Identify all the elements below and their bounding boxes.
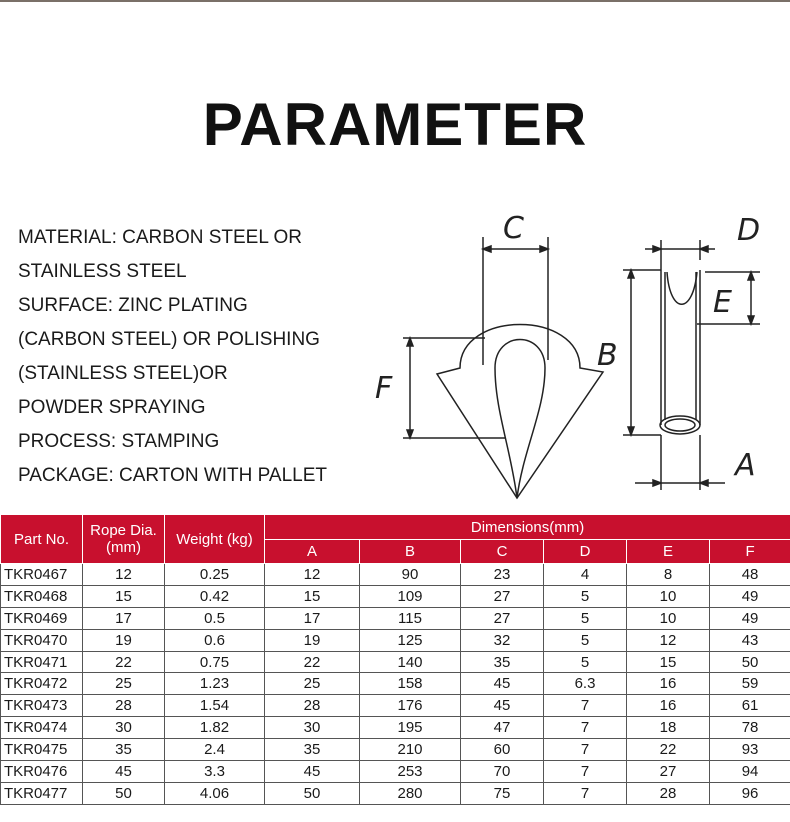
label-e: E bbox=[713, 285, 732, 320]
part-number-cell: TKR0475 bbox=[1, 739, 83, 761]
table-cell: 61 bbox=[710, 695, 790, 717]
table-cell: 25 bbox=[265, 673, 360, 695]
table-cell: 45 bbox=[461, 673, 544, 695]
spec-line: (STAINLESS STEEL)OR bbox=[18, 363, 228, 384]
table-cell: 7 bbox=[544, 782, 627, 804]
thimble-diagram bbox=[365, 200, 785, 500]
table-cell: 45 bbox=[83, 761, 165, 783]
table-cell: 47 bbox=[461, 717, 544, 739]
table-row bbox=[1, 739, 790, 761]
table-cell: 109 bbox=[360, 585, 461, 607]
table-cell: 1.82 bbox=[165, 717, 265, 739]
table-cell: 32 bbox=[461, 629, 544, 651]
table-cell: 16 bbox=[627, 673, 710, 695]
table-cell: 18 bbox=[627, 717, 710, 739]
table-cell: 280 bbox=[360, 782, 461, 804]
part-number-cell: TKR0469 bbox=[1, 607, 83, 629]
parameter-table bbox=[0, 514, 790, 805]
spec-list bbox=[18, 221, 398, 493]
header-dim-e: E bbox=[627, 540, 710, 564]
table-cell: 60 bbox=[461, 739, 544, 761]
table-cell: 2.4 bbox=[165, 739, 265, 761]
table-cell: 210 bbox=[360, 739, 461, 761]
table-cell: 19 bbox=[83, 629, 165, 651]
table-cell: 78 bbox=[710, 717, 790, 739]
table-cell: 19 bbox=[265, 629, 360, 651]
table-cell: 90 bbox=[360, 564, 461, 586]
table-cell: 96 bbox=[710, 782, 790, 804]
side-bottom-inner bbox=[665, 419, 695, 431]
part-number-cell: TKR0470 bbox=[1, 629, 83, 651]
table-row bbox=[1, 761, 790, 783]
table-cell: 6.3 bbox=[544, 673, 627, 695]
table-row bbox=[1, 564, 790, 586]
spec-line: STAINLESS STEEL bbox=[18, 261, 187, 282]
table-cell: 12 bbox=[83, 564, 165, 586]
header-rope-dia bbox=[83, 515, 165, 564]
header-part-no: Part No. bbox=[1, 515, 83, 564]
table-cell: 59 bbox=[710, 673, 790, 695]
table-cell: 140 bbox=[360, 651, 461, 673]
header-rope-dia-unit: (mm) bbox=[106, 539, 141, 556]
table-cell: 4 bbox=[544, 564, 627, 586]
table-row bbox=[1, 673, 790, 695]
label-a: A bbox=[735, 448, 756, 483]
table-cell: 15 bbox=[83, 585, 165, 607]
front-view bbox=[375, 211, 603, 498]
spec-line: MATERIAL: CARBON STEEL OR bbox=[18, 227, 302, 248]
label-f: F bbox=[375, 371, 393, 406]
table-cell: 158 bbox=[360, 673, 461, 695]
table-cell: 25 bbox=[83, 673, 165, 695]
table-cell: 50 bbox=[265, 782, 360, 804]
table-cell: 30 bbox=[83, 717, 165, 739]
table-cell: 17 bbox=[83, 607, 165, 629]
table-row bbox=[1, 782, 790, 804]
table-cell: 94 bbox=[710, 761, 790, 783]
table-cell: 35 bbox=[83, 739, 165, 761]
table-cell: 1.54 bbox=[165, 695, 265, 717]
label-b: B bbox=[597, 338, 618, 373]
table-cell: 27 bbox=[627, 761, 710, 783]
table-cell: 23 bbox=[461, 564, 544, 586]
spec-line: POWDER SPRAYING bbox=[18, 397, 206, 418]
table-cell: 15 bbox=[627, 651, 710, 673]
header-dim-a: A bbox=[265, 540, 360, 564]
part-number-cell: TKR0474 bbox=[1, 717, 83, 739]
table-cell: 7 bbox=[544, 739, 627, 761]
table-cell: 5 bbox=[544, 585, 627, 607]
table-cell: 70 bbox=[461, 761, 544, 783]
table-cell: 28 bbox=[83, 695, 165, 717]
table-cell: 7 bbox=[544, 717, 627, 739]
table-row bbox=[1, 585, 790, 607]
table-cell: 15 bbox=[265, 585, 360, 607]
header-dim-b: B bbox=[360, 540, 461, 564]
part-number-cell: TKR0467 bbox=[1, 564, 83, 586]
header-rope-dia-label: Rope Dia. bbox=[90, 522, 157, 539]
table-cell: 50 bbox=[83, 782, 165, 804]
table-cell: 75 bbox=[461, 782, 544, 804]
table-cell: 115 bbox=[360, 607, 461, 629]
table-cell: 253 bbox=[360, 761, 461, 783]
table-cell: 1.23 bbox=[165, 673, 265, 695]
table-cell: 28 bbox=[627, 782, 710, 804]
side-view bbox=[597, 213, 760, 490]
header-dim-d: D bbox=[544, 540, 627, 564]
header-weight: Weight (kg) bbox=[165, 515, 265, 564]
table-cell: 45 bbox=[265, 761, 360, 783]
table-cell: 195 bbox=[360, 717, 461, 739]
table-cell: 16 bbox=[627, 695, 710, 717]
table-cell: 10 bbox=[627, 585, 710, 607]
table-row bbox=[1, 607, 790, 629]
table-cell: 12 bbox=[627, 629, 710, 651]
table-cell: 50 bbox=[710, 651, 790, 673]
table-cell: 27 bbox=[461, 585, 544, 607]
table-cell: 5 bbox=[544, 629, 627, 651]
table-body bbox=[1, 564, 790, 805]
spec-line: PROCESS: STAMPING bbox=[18, 431, 220, 452]
page-title: PARAMETER bbox=[202, 91, 588, 158]
table-cell: 0.25 bbox=[165, 564, 265, 586]
table-cell: 8 bbox=[627, 564, 710, 586]
header-dimensions: Dimensions(mm) bbox=[265, 515, 790, 540]
table-cell: 12 bbox=[265, 564, 360, 586]
table-cell: 17 bbox=[265, 607, 360, 629]
table-cell: 0.5 bbox=[165, 607, 265, 629]
table-row bbox=[1, 629, 790, 651]
table-cell: 10 bbox=[627, 607, 710, 629]
part-number-cell: TKR0476 bbox=[1, 761, 83, 783]
top-rule bbox=[0, 0, 790, 2]
table-row bbox=[1, 651, 790, 673]
table-cell: 43 bbox=[710, 629, 790, 651]
part-number-cell: TKR0468 bbox=[1, 585, 83, 607]
header-dim-c: C bbox=[461, 540, 544, 564]
spec-line: SURFACE: ZINC PLATING bbox=[18, 295, 248, 316]
table-cell: 4.06 bbox=[165, 782, 265, 804]
table-cell: 0.6 bbox=[165, 629, 265, 651]
thimble-outline bbox=[437, 325, 603, 499]
part-number-cell: TKR0472 bbox=[1, 673, 83, 695]
table-cell: 35 bbox=[461, 651, 544, 673]
label-c: C bbox=[503, 211, 524, 246]
side-groove bbox=[667, 272, 697, 304]
table-cell: 45 bbox=[461, 695, 544, 717]
table-cell: 48 bbox=[710, 564, 790, 586]
table-cell: 7 bbox=[544, 695, 627, 717]
table-cell: 28 bbox=[265, 695, 360, 717]
table-cell: 30 bbox=[265, 717, 360, 739]
part-number-cell: TKR0473 bbox=[1, 695, 83, 717]
part-number-cell: TKR0477 bbox=[1, 782, 83, 804]
table-cell: 49 bbox=[710, 585, 790, 607]
table-cell: 5 bbox=[544, 651, 627, 673]
label-d: D bbox=[737, 213, 761, 248]
table-row bbox=[1, 717, 790, 739]
spec-line: PACKAGE: CARTON WITH PALLET bbox=[18, 465, 327, 486]
table-cell: 35 bbox=[265, 739, 360, 761]
table-cell: 93 bbox=[710, 739, 790, 761]
header-dim-f: F bbox=[710, 540, 790, 564]
table-cell: 3.3 bbox=[165, 761, 265, 783]
table-cell: 22 bbox=[627, 739, 710, 761]
spec-line: (CARBON STEEL) OR POLISHING bbox=[18, 329, 320, 350]
part-number-cell: TKR0471 bbox=[1, 651, 83, 673]
table-row bbox=[1, 695, 790, 717]
table-cell: 22 bbox=[265, 651, 360, 673]
table-cell: 5 bbox=[544, 607, 627, 629]
table-cell: 22 bbox=[83, 651, 165, 673]
table-cell: 176 bbox=[360, 695, 461, 717]
table-cell: 7 bbox=[544, 761, 627, 783]
table-cell: 49 bbox=[710, 607, 790, 629]
table-cell: 0.42 bbox=[165, 585, 265, 607]
table-cell: 27 bbox=[461, 607, 544, 629]
table-cell: 0.75 bbox=[165, 651, 265, 673]
table-cell: 125 bbox=[360, 629, 461, 651]
